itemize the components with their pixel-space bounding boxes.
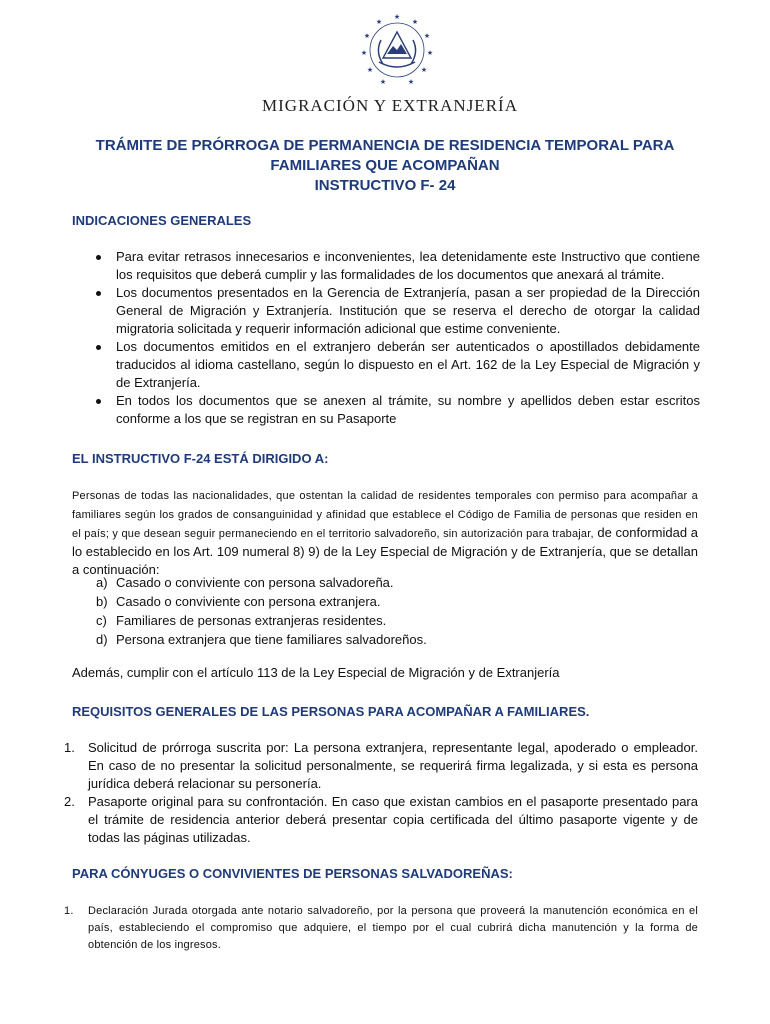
svg-text:★: ★ [366, 67, 374, 74]
list-item: 1. Declaración Jurada otorgada ante notario salvadoreño, por la persona que proveerá la manutención económica en el país, estableciendo el compromiso que adquiere, el tiempo por el cual cubrirá dicha manutención y la forma de obtención de los ingresos. [64, 905, 698, 951]
svg-text:★: ★ [393, 14, 401, 21]
document-title [40, 136, 730, 196]
list-item: En todos los documentos que se anexen al trámite, su nombre y apellidos deben estar escritos conforme a los que se registran en su Pasaporte [96, 392, 700, 428]
list-item: d) Persona extranjera que tiene familiares salvadoreños. [96, 632, 427, 647]
svg-text:★: ★ [411, 19, 419, 26]
indicaciones-list [96, 248, 700, 428]
ademas-text: Además, cumplir con el artículo 113 de la Ley Especial de Migración y de Extranjería [72, 665, 560, 680]
title-line-2: FAMILIARES QUE ACOMPAÑAN [270, 157, 500, 174]
section-heading-indicaciones: INDICACIONES GENERALES [72, 213, 252, 228]
svg-text:★: ★ [360, 50, 368, 57]
list-item: a) Casado o conviviente con persona salvadoreña. [96, 575, 394, 590]
bullet-icon [96, 255, 101, 260]
list-item: Los documentos presentados en la Gerencia de Extranjería, pasan a ser propiedad de la Dirección General de Migración y Extranjería. Institución que se reserva el derecho de otorgar la calidad migratoria solicitada y requerir información adicional que estime conveniente. [96, 284, 700, 338]
bullet-icon [96, 291, 101, 296]
bullet-icon [96, 399, 101, 404]
section-heading-conyuges: PARA CÓNYUGES O CONVIVIENTES DE PERSONAS SALVADOREÑAS: [72, 866, 513, 881]
svg-text:★: ★ [420, 67, 428, 74]
coat-of-arms-icon [357, 10, 437, 90]
svg-text:★: ★ [363, 33, 371, 40]
agency-name: MIGRACIÓN Y EXTRANJERÍA [262, 96, 518, 115]
conyuges-list [64, 903, 698, 954]
dirigido-intro-rest: de conformidad a lo establecido en los Art. 109 numeral 8) 9) de la Ley Especial de Migración y de Extranjería, que se detallan a continuación: [72, 525, 698, 577]
svg-text:★: ★ [423, 33, 431, 40]
dirigido-options [96, 573, 427, 649]
bullet-icon [96, 345, 101, 350]
list-item: c) Familiares de personas extranjeras residentes. [96, 613, 387, 628]
title-line-3: INSTRUCTIVO F- 24 [314, 177, 456, 194]
list-item: 2. Pasaporte original para su confrontación. En caso que existan cambios en el pasaporte presentado para el trámite de residencia anterior deberá presentar copia certificada del último pasaporte vigente y de todas las páginas utilizadas. [64, 794, 698, 845]
requisitos-list [64, 739, 698, 847]
section-heading-dirigido: EL INSTRUCTIVO F-24 ESTÁ DIRIGIDO A: [72, 451, 329, 466]
svg-text:★: ★ [379, 79, 387, 86]
list-item: b) Casado o conviviente con persona extranjera. [96, 594, 381, 609]
svg-text:★: ★ [426, 50, 434, 57]
list-item: Los documentos emitidos en el extranjero deberán ser autenticados o apostillados debidamente traducidos al idioma castellano, según lo dispuesto en el Art. 162 de la Ley Especial de Migración y de Extranjería. [96, 338, 700, 392]
svg-text:★: ★ [407, 79, 415, 86]
list-item: 1. Solicitud de prórroga suscrita por: La persona extranjera, representante legal, apoderado o empleador. En caso de no presentar la solicitud personalmente, se requerirá firma legalizada, y si esta es persona jurídica deberá relacionar su personería. [64, 740, 698, 791]
svg-text:★: ★ [375, 19, 383, 26]
title-line-1: TRÁMITE DE PRÓRROGA DE PERMANENCIA DE RESIDENCIA TEMPORAL PARA [95, 137, 675, 154]
dirigido-intro-small: Personas de todas las nacionalidades, que ostentan la calidad de residentes temporales con permiso para acompañar a familiares según los grados de consanguinidad y afinidad que establece el Código de Familia de personas que residen en el país; y que desean seguir permaneciendo en el territorio salvadoreño, sin autorización para trabajar, [72, 490, 698, 540]
section-heading-requisitos: REQUISITOS GENERALES DE LAS PERSONAS PARA ACOMPAÑAR A FAMILIARES. [72, 704, 590, 719]
dirigido-intro [72, 486, 698, 579]
list-item: Para evitar retrasos innecesarios e inconvenientes, lea detenidamente este Instructivo que contiene los requisitos que deberá cumplir y las formalidades de los documentos que anexará al trámite. [96, 248, 700, 284]
